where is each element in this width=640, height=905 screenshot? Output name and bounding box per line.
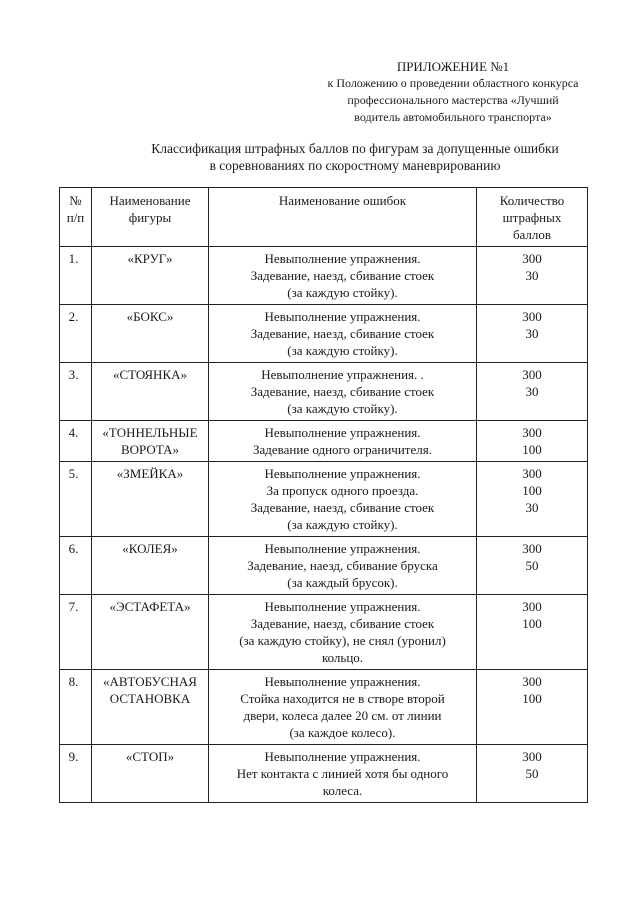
row-points (477, 537, 588, 595)
appendix-line: водитель автомобильного транспорта» (354, 110, 552, 124)
row-number (60, 537, 92, 595)
row-number (60, 421, 92, 462)
row-errors-line: Невыполнение упражнения. (264, 674, 421, 689)
row-errors (209, 421, 477, 462)
row-errors-line: кольцо. (321, 650, 364, 665)
row-errors-line: Невыполнение упражнения. (264, 425, 421, 440)
row-points (477, 305, 588, 363)
row-figure (92, 247, 209, 305)
row-errors-line: За пропуск одного проезда. (266, 483, 419, 498)
row-points-line: 300 (522, 367, 542, 382)
row-number-text: 9. (68, 749, 79, 764)
row-points-line: 30 (525, 500, 539, 515)
row-errors-line: (за каждое колесо). (289, 725, 396, 740)
row-points (477, 595, 588, 670)
row-figure (92, 745, 209, 803)
row-errors-line: Невыполнение упражнения. (264, 749, 421, 764)
row-points-line: 300 (522, 309, 542, 324)
row-errors (209, 595, 477, 670)
row-errors-line: Задевание, наезд, сбивание стоек (250, 268, 435, 283)
row-number-text: 5. (68, 466, 79, 481)
row-number-text: 7. (68, 599, 79, 614)
row-number-text: 8. (68, 674, 79, 689)
row-number (60, 363, 92, 421)
row-points-line: 300 (522, 674, 542, 689)
row-figure (92, 670, 209, 745)
row-number (60, 462, 92, 537)
table-row (60, 305, 588, 363)
row-errors-line: Задевание, наезд, сбивание стоек (250, 384, 435, 399)
row-figure-line: «КРУГ» (127, 251, 173, 266)
row-errors-line: Стойка находится не в створе второй (240, 691, 445, 706)
row-number-text: 1. (68, 251, 79, 266)
row-points-line: 300 (522, 425, 542, 440)
row-figure-line: «АВТОБУСНАЯ (103, 674, 197, 689)
row-errors-line: Невыполнение упражнения. (264, 599, 421, 614)
row-points-line: 30 (525, 326, 539, 341)
row-errors (209, 745, 477, 803)
table-row (60, 363, 588, 421)
row-figure-line: ОСТАНОВКА (109, 691, 191, 706)
row-points-line: 300 (522, 749, 542, 764)
table-body (60, 247, 588, 803)
row-errors-line: двери, колеса далее 20 см. от линии (243, 708, 442, 723)
header-points: Количество штрафных баллов (477, 188, 588, 247)
row-number (60, 247, 92, 305)
row-errors-line: Задевание, наезд, сбивание стоек (250, 500, 435, 515)
appendix-block (293, 58, 613, 126)
row-points-line: 100 (522, 616, 542, 631)
row-figure-line: «ЗМЕЙКА» (116, 466, 184, 481)
row-figure (92, 363, 209, 421)
table-header-row (60, 188, 588, 247)
row-errors-line: (за каждую стойку). (287, 401, 398, 416)
row-number (60, 595, 92, 670)
row-figure-line: ВОРОТА» (120, 442, 180, 457)
document-title (105, 140, 605, 174)
table-row (60, 247, 588, 305)
row-errors-line: Задевание, наезд, сбивание бруска (247, 558, 438, 573)
row-figure (92, 305, 209, 363)
row-figure-line: «КОЛЕЯ» (122, 541, 178, 556)
document-title-line: Классификация штрафных баллов по фигурам за допущенные ошибки (151, 141, 559, 156)
row-figure (92, 537, 209, 595)
appendix-line: профессионального мастерства «Лучший (347, 93, 559, 107)
table-row (60, 745, 588, 803)
row-points (477, 670, 588, 745)
row-number-text: 6. (68, 541, 79, 556)
header-errors: Наименование ошибок (209, 188, 477, 247)
row-points-line: 300 (522, 466, 542, 481)
row-figure (92, 595, 209, 670)
row-errors-line: Невыполнение упражнения. (264, 309, 421, 324)
row-errors (209, 462, 477, 537)
table-row (60, 537, 588, 595)
row-points-line: 300 (522, 599, 542, 614)
row-number (60, 305, 92, 363)
row-figure-line: «ЭСТАФЕТА» (109, 599, 191, 614)
row-errors-line: (за каждую стойку). (287, 343, 398, 358)
table-row (60, 595, 588, 670)
row-points-line: 50 (525, 766, 539, 781)
table-row (60, 670, 588, 745)
row-figure-line: «СТОП» (125, 749, 175, 764)
row-errors (209, 363, 477, 421)
row-errors-line: колеса. (322, 783, 363, 798)
row-errors-line: Невыполнение упражнения. . (261, 367, 424, 382)
row-errors (209, 247, 477, 305)
row-points-line: 300 (522, 541, 542, 556)
row-errors-line: Невыполнение упражнения. (264, 466, 421, 481)
row-figure (92, 462, 209, 537)
row-errors-line: (за каждую стойку), не снял (уронил) (239, 633, 446, 648)
row-points (477, 247, 588, 305)
row-points (477, 462, 588, 537)
row-number (60, 670, 92, 745)
header-figure: Наименование фигуры (92, 188, 209, 247)
row-errors (209, 670, 477, 745)
penalty-table (59, 187, 588, 803)
row-errors-line: Нет контакта с линией хотя бы одного (236, 766, 449, 781)
header-number: № п/п (60, 188, 92, 247)
row-errors (209, 537, 477, 595)
row-points-line: 30 (525, 384, 539, 399)
row-points-line: 50 (525, 558, 539, 573)
row-errors-line: Невыполнение упражнения. (264, 541, 421, 556)
row-number-text: 3. (68, 367, 79, 382)
row-errors-line: Задевание, наезд, сбивание стоек (250, 616, 435, 631)
appendix-line: к Положению о проведении областного конкурса (327, 76, 579, 90)
row-points-line: 30 (525, 268, 539, 283)
row-figure (92, 421, 209, 462)
row-errors-line: (за каждую стойку). (287, 517, 398, 532)
row-points-line: 100 (522, 691, 542, 706)
row-points-line: 100 (522, 483, 542, 498)
row-errors-line: (за каждую стойку). (287, 285, 398, 300)
row-errors-line: Задевание, наезд, сбивание стоек (250, 326, 435, 341)
row-points (477, 745, 588, 803)
row-errors (209, 305, 477, 363)
row-errors-line: Задевание одного ограничителя. (253, 442, 432, 457)
row-figure-line: «ТОННЕЛЬНЫЕ (102, 425, 198, 440)
row-figure-line: «БОКС» (126, 309, 174, 324)
row-figure-line: «СТОЯНКА» (112, 367, 187, 382)
table-row (60, 462, 588, 537)
row-number (60, 745, 92, 803)
row-points-line: 100 (522, 442, 542, 457)
table-row (60, 421, 588, 462)
document-title-line: в соревнованиях по скоростному маневрированию (209, 158, 501, 173)
row-number-text: 2. (68, 309, 79, 324)
row-number-text: 4. (68, 425, 79, 440)
appendix-title: ПРИЛОЖЕНИЕ №1 (396, 59, 510, 74)
row-points-line: 300 (522, 251, 542, 266)
row-points (477, 421, 588, 462)
row-errors-line: (за каждый брусок). (287, 575, 398, 590)
row-points (477, 363, 588, 421)
row-errors-line: Невыполнение упражнения. (264, 251, 421, 266)
